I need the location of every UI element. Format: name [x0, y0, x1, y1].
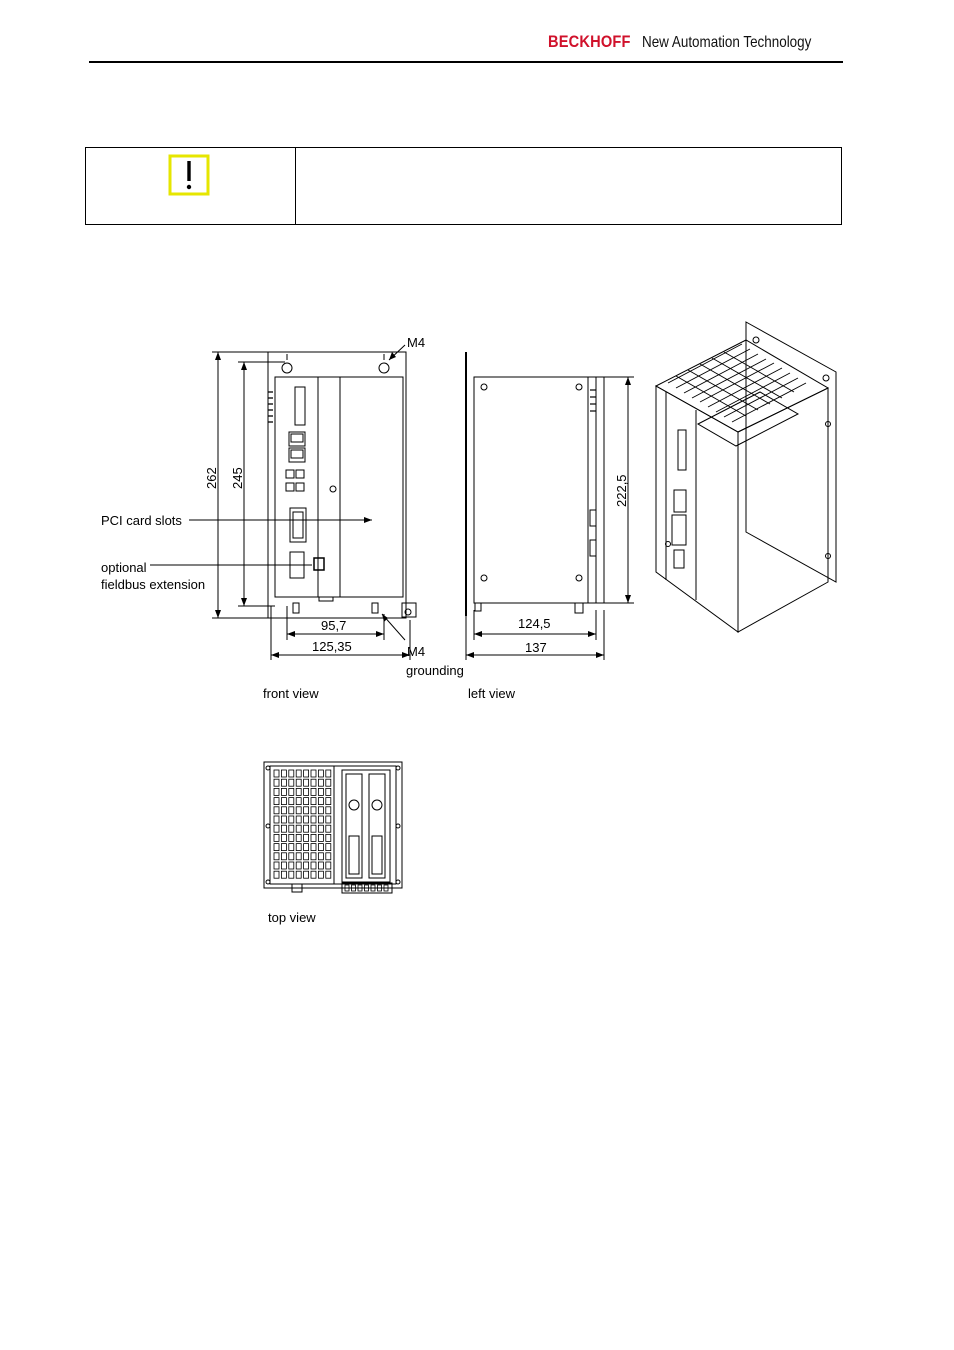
- dim-262: 262: [204, 467, 219, 489]
- isometric-view-drawing: [656, 322, 836, 632]
- dim-245: 245: [230, 467, 245, 489]
- front-view-caption: front view: [263, 686, 319, 701]
- dim-95-7: 95,7: [321, 618, 347, 633]
- dim-125-35: 125,35: [312, 639, 352, 654]
- left-view-caption: left view: [468, 686, 515, 701]
- top-view-vent-grid: [274, 770, 388, 891]
- left-view-drawing: [466, 352, 634, 660]
- m4-bottom-label: M4: [407, 644, 426, 659]
- top-view-drawing: [264, 762, 402, 893]
- front-view-drawing: [150, 345, 416, 660]
- dim-137: 137: [525, 640, 547, 655]
- top-view-caption: top view: [268, 910, 316, 925]
- grounding-label: grounding: [406, 663, 464, 678]
- optional-label: optional: [101, 560, 147, 575]
- brand-tagline: New Automation Technology: [642, 34, 812, 51]
- m4-top-label: M4: [407, 335, 426, 350]
- brand-logo: BECKHOFF: [548, 32, 631, 51]
- dim-124-5: 124,5: [518, 616, 551, 631]
- pci-card-slots-label: PCI card slots: [101, 513, 182, 528]
- dim-222-5: 222,5: [614, 474, 629, 507]
- fieldbus-extension-label: fieldbus extension: [101, 577, 206, 592]
